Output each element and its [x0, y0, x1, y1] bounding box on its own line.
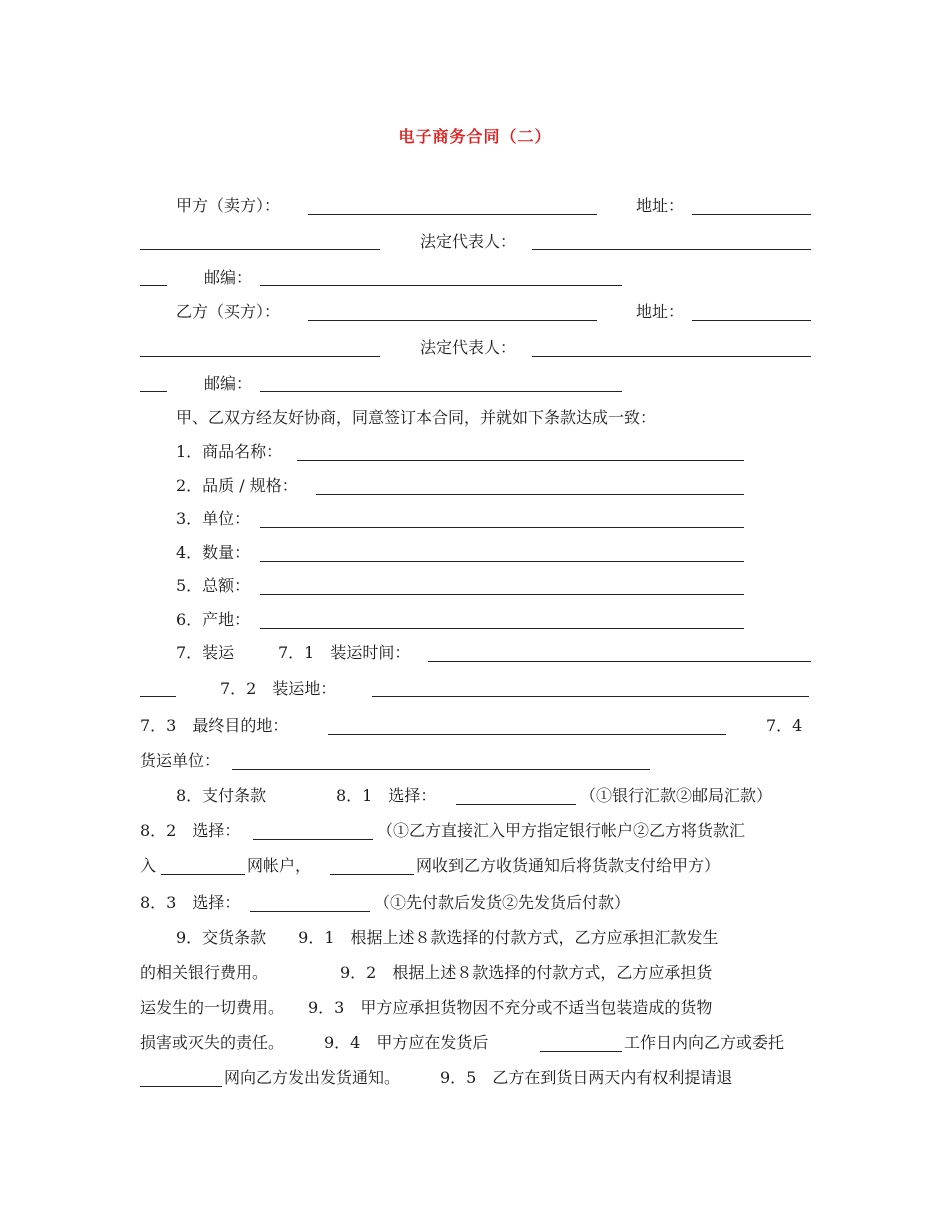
party-a-name-field[interactable] — [308, 214, 597, 215]
payment-heading: 8．支付条款 — [176, 786, 267, 805]
payment-82-account-field[interactable] — [161, 874, 245, 875]
item-quality-label: 2．品质 / 规格： — [176, 476, 298, 495]
payment-83-label: 8．3 选择： — [140, 893, 241, 912]
payment-81-field[interactable] — [456, 804, 576, 805]
party-b-address-label: 地址： — [636, 302, 685, 321]
party-b-postcode-field[interactable] — [260, 391, 622, 392]
party-b-postcode-label: 邮编： — [204, 374, 253, 393]
party-a-label: 甲方（卖方）： — [176, 196, 281, 215]
delivery-line-4b: 工作日内向乙方或委托 — [624, 1033, 785, 1052]
party-b-rep-label: 法定代表人： — [420, 338, 517, 357]
party-a-address-label: 地址： — [636, 196, 685, 215]
shipping-carrier-field[interactable] — [232, 769, 650, 770]
delivery-agent-field[interactable] — [140, 1086, 222, 1087]
party-a-rep-field-cont[interactable] — [140, 285, 167, 286]
delivery-line-2: 的相关银行费用。 9．2 根据上述８款选择的付款方式，乙方应承担货 — [140, 963, 713, 982]
payment-81-label: 8．1 选择： — [336, 786, 437, 805]
shipping-place-label: 7．2 装运地： — [220, 679, 337, 698]
delivery-line-3: 运发生的一切费用。 9．3 甲方应承担货物因不充分或不适当包装造成的货物 — [140, 998, 713, 1017]
item-unit-label: 3．单位： — [176, 509, 251, 528]
party-a-rep-field[interactable] — [532, 249, 811, 250]
shipping-destination-label: 7．3 最终目的地： — [140, 716, 289, 735]
payment-82-label: 8．2 选择： — [140, 821, 241, 840]
item-unit-field[interactable] — [260, 527, 744, 528]
item-quality-field[interactable] — [316, 494, 744, 495]
shipping-time-field-cont[interactable] — [140, 696, 176, 697]
shipping-heading: 7．装运 — [176, 643, 235, 662]
party-a-address-field[interactable] — [692, 214, 811, 215]
party-b-address-field[interactable] — [692, 320, 811, 321]
delivery-line-4a: 损害或灭失的责任。 9．4 甲方应在发货后 — [140, 1033, 489, 1052]
payment-82-platform-field[interactable] — [330, 874, 414, 875]
shipping-carrier-label: 货运单位： — [140, 751, 221, 770]
party-b-name-field[interactable] — [308, 320, 597, 321]
payment-81-options: （①银行汇款②邮局汇款） — [580, 786, 773, 805]
party-b-label: 乙方（买方）： — [176, 302, 281, 321]
item-product-name-field[interactable] — [297, 460, 744, 461]
item-quantity-field[interactable] — [260, 561, 744, 562]
party-a-address-field-cont[interactable] — [140, 249, 380, 250]
payment-82-options-b1: 入 — [140, 856, 157, 875]
party-a-postcode-field[interactable] — [260, 285, 622, 286]
party-b-address-field-cont[interactable] — [140, 356, 380, 357]
payment-83-options: （①先付款后发货②先发货后付款） — [374, 893, 631, 912]
item-total-label: 5．总额： — [176, 576, 251, 595]
item-origin-field[interactable] — [260, 628, 744, 629]
shipping-time-label: 7．1 装运时间： — [278, 643, 411, 662]
party-a-postcode-label: 邮编： — [204, 268, 253, 287]
payment-83-field[interactable] — [250, 911, 370, 912]
shipping-destination-field[interactable] — [328, 734, 726, 735]
party-b-rep-field[interactable] — [532, 356, 811, 357]
item-product-name-label: 1．商品名称： — [176, 442, 283, 461]
item-total-field[interactable] — [260, 594, 744, 595]
item-quantity-label: 4．数量： — [176, 543, 251, 562]
delivery-line-5: 网向乙方发出发货通知。 9．5 乙方在到货日两天内有权利提请退 — [224, 1068, 733, 1087]
payment-82-options-b2: 网帐户， — [247, 856, 312, 875]
intro-text: 甲、乙双方经友好协商，同意签订本合同，并就如下条款达成一致： — [176, 408, 657, 427]
shipping-place-field[interactable] — [372, 696, 809, 697]
party-a-rep-label: 法定代表人： — [420, 232, 517, 251]
payment-82-field[interactable] — [253, 839, 373, 840]
payment-82-options-a: （①乙方直接汇入甲方指定银行帐户②乙方将货款汇 — [377, 821, 746, 840]
shipping-time-field[interactable] — [428, 661, 811, 662]
party-b-rep-field-cont[interactable] — [140, 391, 167, 392]
page-title: 电子商务合同（二） — [398, 127, 552, 146]
shipping-carrier-num: 7．4 — [766, 716, 803, 735]
delivery-line-1: 9．交货条款 9．1 根据上述８款选择的付款方式，乙方应承担汇款发生 — [176, 928, 719, 947]
delivery-workdays-field[interactable] — [540, 1051, 622, 1052]
item-origin-label: 6．产地： — [176, 610, 251, 629]
payment-82-options-b3: 网收到乙方收货通知后将货款支付给甲方） — [416, 856, 721, 875]
